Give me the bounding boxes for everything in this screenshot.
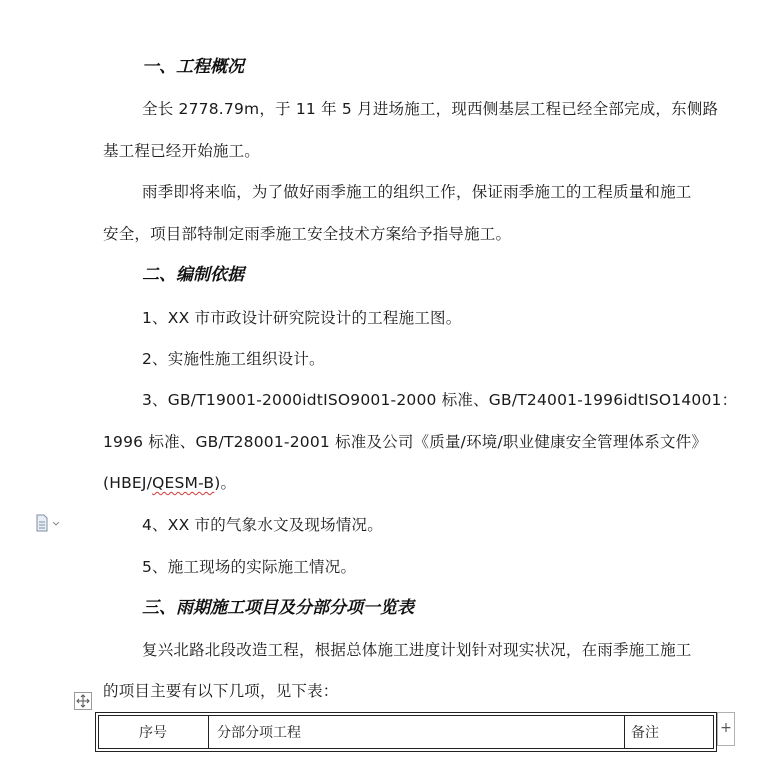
- paragraph-line: 雨季即将来临，为了做好雨季施工的组织工作，保证雨季施工的工程质量和施工: [142, 183, 692, 201]
- paragraph-line: 全长 2778.79m，于 11 年 5 月进场施工，现西侧基层工程已经全部完成，东侧路: [142, 100, 719, 118]
- table-header-cell-index[interactable]: 序号: [99, 716, 209, 748]
- list-item: 4、XX 市的气象水文及现场情况。: [142, 516, 383, 534]
- list-item: 1、XX 市市政设计研究院设计的工程施工图。: [142, 309, 462, 327]
- section-heading-basis: 二、编制依据: [142, 265, 244, 285]
- section-heading-projects: 三、雨期施工项目及分部分项一览表: [142, 598, 414, 618]
- document-icon[interactable]: [34, 514, 62, 532]
- list-item-continuation: [103, 472, 236, 494]
- list-item: 3、GB/T19001-2000idtISO9001-2000 标准、GB/T24001-1996idtISO14001：: [142, 391, 738, 409]
- text-run: )。: [214, 474, 237, 492]
- paragraph-line: 基工程已经开始施工。: [103, 142, 261, 160]
- table-header-cell-notes[interactable]: 备注: [631, 725, 659, 741]
- add-column-icon[interactable]: +: [717, 712, 735, 746]
- project-table: [95, 712, 717, 752]
- list-item: 5、施工现场的实际施工情况。: [142, 558, 357, 576]
- spellcheck-flagged-text[interactable]: QESM-B: [152, 474, 215, 492]
- paragraph-line: 的项目主要有以下几项，见下表：: [103, 682, 339, 700]
- paragraph-line: 安全，项目部特制定雨季施工安全技术方案给予指导施工。: [103, 225, 512, 243]
- table-header-cell-project[interactable]: 分部分项工程: [209, 716, 625, 748]
- move-arrows-icon: [75, 693, 91, 709]
- table-move-handle-icon[interactable]: [74, 692, 92, 710]
- list-item: 2、实施性施工组织设计。: [142, 350, 325, 368]
- section-heading-overview: 一、工程概况: [142, 57, 244, 77]
- table-header-row: [98, 715, 714, 749]
- list-item-continuation: 1996 标准、GB/T28001-2001 标准及公司《质量/环境/职业健康安全管理体系文件》: [103, 433, 708, 451]
- paragraph-line: 复兴北路北段改造工程，根据总体施工进度计划针对现实状况，在雨季施工施工: [142, 641, 692, 659]
- text-run: (HBEJ/: [103, 474, 153, 492]
